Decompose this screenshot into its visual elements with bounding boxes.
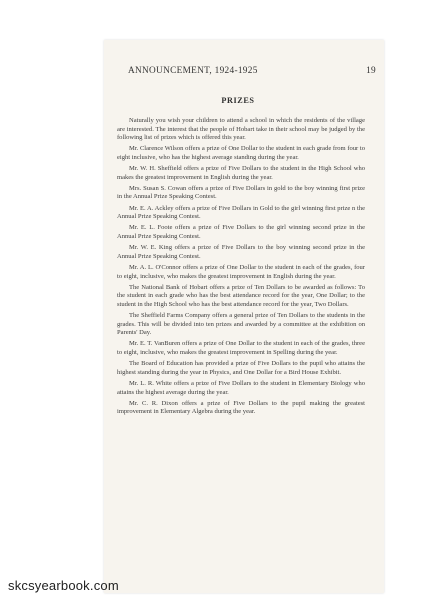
paragraph: Mr. E. L. Foote offers a prize of Five Dollars to the girl winning second prize in the Annual Prize Speaking Contest. [117,224,365,240]
paragraph: Mrs. Susan S. Cowan offers a prize of Five Dollars in gold to the boy winning first prize in the Annual Prize Speaking Contest. [117,184,365,201]
paragraph: Mr. C. R. Dixon offers a prize of Five Dollars to the pupil making the greatest improvement in Elementary Algebra during the year. [117,399,365,416]
paragraph: Mr. E. T. VanBuren offers a prize of One Dollar to the student in each of the grades, three to eight, inclusive, who makes the greatest improvement in Spelling during the year. [117,340,365,356]
paragraph: Mr. Clarence Wilson offers a prize of One Dollar to the student in each grade from four to eight inclusive, who has the highest average standing during the year. [117,145,365,161]
paragraph: Mr. W. E. King offers a prize of Five Dollars to the boy winning second prize in the Annual Prize Speaking Contest. [117,244,365,260]
paragraph: Mr. E. A. Ackley offers a prize of Five Dollars in Gold to the girl winning first prize n the Annual Prize Speaking Contest. [117,204,365,221]
paragraph: The Sheffield Farms Company offers a general prize of Ten Dollars to the students in the grades. This will be divided into ten prizes and awarded by a committee at the exhibition on Parents' Day. [117,312,365,337]
paragraph: Mr. A. L. O'Connor offers a prize of One Dollar to the student in each of the grades, four to eight, inclusive, who makes the greatest improvement in English during the year. [117,264,365,280]
paragraph: Mr. W. H. Sheffield offers a prize of Five Dollars to the student in the High School who makes the greatest improvement in English during the year. [117,165,365,181]
paragraph: The Board of Education has provided a prize of Five Dollars to the pupil who attains the highest standing during the year in Physics, and One Dollar for a Bird House Exhibit. [117,360,365,376]
page-number: 19 [366,66,376,76]
watermark-text: skcsyearbook.com [8,578,119,593]
paragraph: The National Bank of Hobart offers a prize of Ten Dollars to be awarded as follows: To the student in each grade who has the best attendance record for the year, One Dollar; to the student in the High School who has the best attendance record for the year, Two Dollars. [117,283,365,308]
header-title: ANNOUNCEMENT, 1924-1925 [128,66,258,76]
section-heading: PRIZES [221,96,255,105]
paragraph: Naturally you wish your children to attend a school in which the residents of the village are interested. The interest that the people of Hobart take in their school may be judged by the following list of prizes which is offered this year. [117,117,365,141]
prizes-text [117,117,365,420]
paragraph: Mr. L. R. White offers a prize of Five Dollars to the student in Elementary Biology who attains the highest average during the year. [117,380,365,396]
